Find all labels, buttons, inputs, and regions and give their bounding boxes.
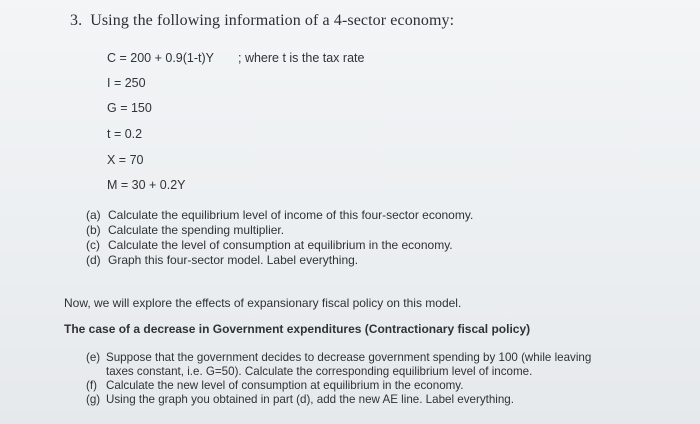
list-item: (d) Graph this four-sector model. Label everything. — [86, 253, 359, 267]
list-item: taxes constant, i.e. G=50). Calculate the corresponding equilibrium level of income. — [106, 365, 533, 378]
equation-imports: M = 30 + 0.2Y — [107, 178, 186, 192]
question-title — [70, 12, 454, 30]
equation-exports: X = 70 — [107, 153, 144, 167]
equation-government: G = 150 — [107, 101, 152, 115]
list-item: (c) Calculate the level of consumption at equilibrium in the economy. — [86, 238, 453, 252]
list-item: (b) Calculate the spending multiplier. — [86, 223, 285, 237]
list-item: (g) Using the graph you obtained in part (d), add the new AE line. Label everything. — [86, 393, 514, 406]
list-item: (a) Calculate the equilibrium level of income of this four-sector economy. — [86, 208, 474, 222]
question-prompt: Using the following information of a 4-sector economy: — [90, 12, 455, 29]
parts-list — [86, 208, 473, 268]
question-number: 3. — [70, 12, 83, 29]
case-heading: The case of a decrease in Government expenditures (Contractionary fiscal policy) — [64, 322, 531, 336]
list-item: (f) Calculate the new level of consumption at equilibrium in the economy. — [86, 379, 464, 392]
equation-consumption: C = 200 + 0.9(1-t)Y — [107, 51, 215, 65]
equation-consumption-note: ; where t is the tax rate — [238, 51, 365, 65]
sub-parts-list — [86, 351, 591, 407]
equation-investment: I = 250 — [107, 76, 146, 90]
fiscal-intro: Now, we will explore the effects of expansionary fiscal policy on this model. — [64, 296, 462, 310]
list-item: (e) Suppose that the government decides to decrease government spending by 100 (while leaving — [86, 351, 592, 364]
equation-tax-rate: t = 0.2 — [107, 127, 143, 141]
